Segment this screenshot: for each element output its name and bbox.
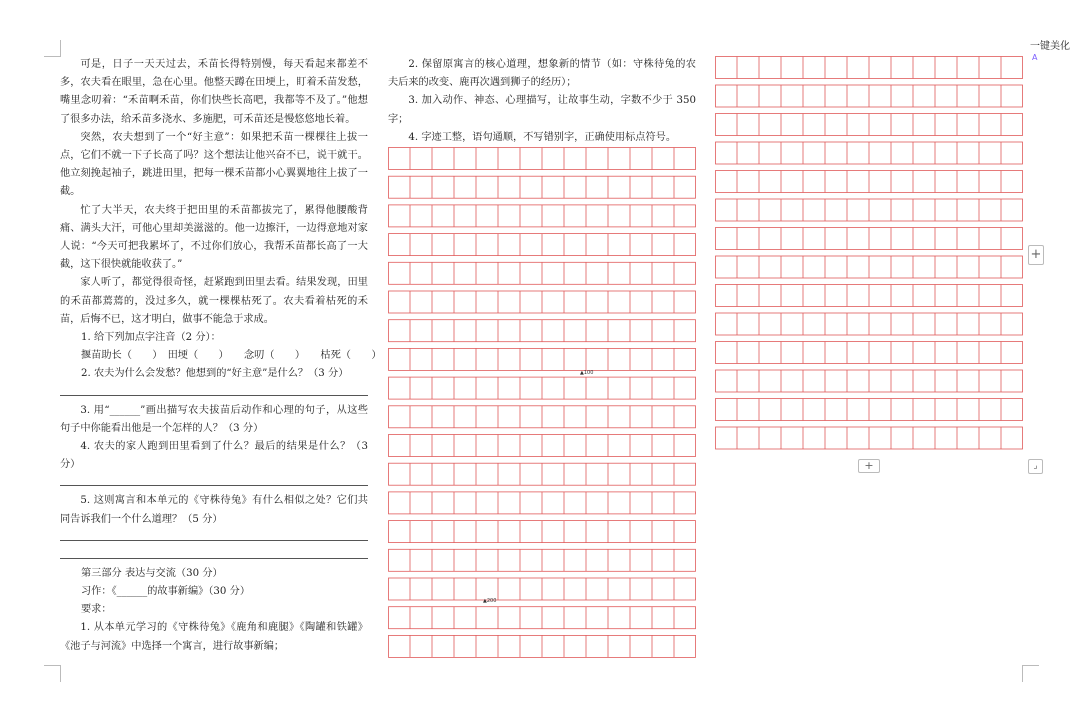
corner-mark-bottom-left [44, 665, 61, 682]
resize-handle[interactable] [1028, 459, 1043, 474]
answer-line[interactable] [60, 384, 368, 396]
answer-line[interactable] [60, 547, 368, 559]
answer-line[interactable] [60, 474, 368, 486]
story-column [60, 56, 382, 656]
requirements-column [388, 56, 696, 147]
corner-mark-top-left [44, 40, 61, 57]
question-1: 1. 给下列加点字注音（2 分）： [81, 332, 221, 344]
story-paragraph: 忙了大半天，农夫终于把田里的禾苗都拔完了，累得他腰酸背痛、满头大汗，可他心里却美滋滋的。他一边擦汗，一边得意地对家人说：“今天可把我累坏了，不过你们放心，我帮禾苗都长高了一大截，这下很快就能收获了。” [60, 204, 368, 271]
writing-grid-1[interactable] [388, 147, 696, 663]
word-count-marker-200: ▲200 [483, 598, 497, 604]
requirements-label: 要求： [81, 604, 112, 616]
writing-grid-2-svg[interactable] [715, 56, 1023, 454]
story-paragraph: 可是，日子一天天过去，禾苗长得特别慢，每天看起来都差不多，农夫看在眼里，急在心里。他整天蹲在田埂上，盯着禾苗发愁，嘴里念叨着：“禾苗啊禾苗，你们快些长高吧，我都等不及了。”他想了很多办法，给禾苗多浇水、多施肥，可禾苗还是慢悠悠地长着。 [60, 59, 368, 125]
plus-icon: + [1030, 247, 1042, 262]
plus-icon: + [864, 459, 874, 472]
resize-icon: ⌟ [1033, 461, 1038, 471]
question-1-words: 揠苗助长（ ） 田埂（ ） 念叨（ ） 枯死（ ） [81, 350, 382, 362]
writing-grid-2[interactable] [715, 56, 1023, 454]
answer-line[interactable] [60, 529, 368, 541]
beautify-label: 一键美化 [1030, 41, 1070, 52]
question-2: 2. 农夫为什么会发愁？他想到的“好主意”是什么？（3 分） [81, 368, 349, 380]
requirement-3: 3. 加入动作、神态、心理描写，让故事生动，字数不少于 350 字； [388, 95, 696, 125]
beautify-button[interactable] [1026, 36, 1080, 64]
beautify-a-icon: A [1032, 53, 1038, 62]
story-paragraph: 突然，农夫想到了一个“好主意”：如果把禾苗一棵棵往上拔一点，它们不就一下子长高了吗？这个想法让他兴奋不已，说干就干。他立刻挽起袖子，跳进田里，把每一棵禾苗都小心翼翼地往上拔了一截。 [60, 131, 368, 198]
add-column-button[interactable] [1028, 245, 1044, 265]
requirement-4: 4. 字迹工整，语句通顺，不写错别字，正确使用标点符号。 [408, 131, 677, 143]
question-3: 3. 用“______”画出描写农夫拔苗后动作和心理的句子，从这些句子中你能看出他是一个怎样的人？（3 分） [60, 404, 368, 434]
story-paragraph: 家人听了，都觉得很奇怪，赶紧跑到田里去看。结果发现，田里的禾苗都蔫蔫的，没过多久，就一棵棵枯死了。农夫看着枯死的禾苗，后悔不已，这才明白，做事不能急于求成。 [60, 277, 368, 325]
section-3-title: 第三部分 表达与交流（30 分） [81, 567, 223, 579]
word-count-marker-100: ▲100 [580, 370, 594, 376]
question-5: 5. 这则寓言和本单元的《守株待兔》有什么相似之处？它们共同告诉我们一个什么道理？（5 分） [60, 495, 368, 525]
requirement-2: 2. 保留原寓言的核心道理，想象新的情节（如：守株待兔的农夫后来的改变、鹿再次遇到狮子的经历）； [388, 59, 696, 89]
requirement-1: 1. 从本单元学习的《守株待兔》《鹿角和鹿腿》《陶罐和铁罐》《池子与河流》中选择一个寓言，进行故事新编； [60, 622, 368, 652]
question-4: 4. 农夫的家人跑到田里看到了什么？最后的结果是什么？（3 分） [60, 441, 368, 471]
add-row-button[interactable] [858, 459, 880, 473]
corner-mark-bottom-right [1022, 665, 1039, 682]
writing-grid-1-svg[interactable] [388, 147, 696, 663]
composition-prompt: 习作：《______的故事新编》（30 分） [81, 586, 251, 598]
